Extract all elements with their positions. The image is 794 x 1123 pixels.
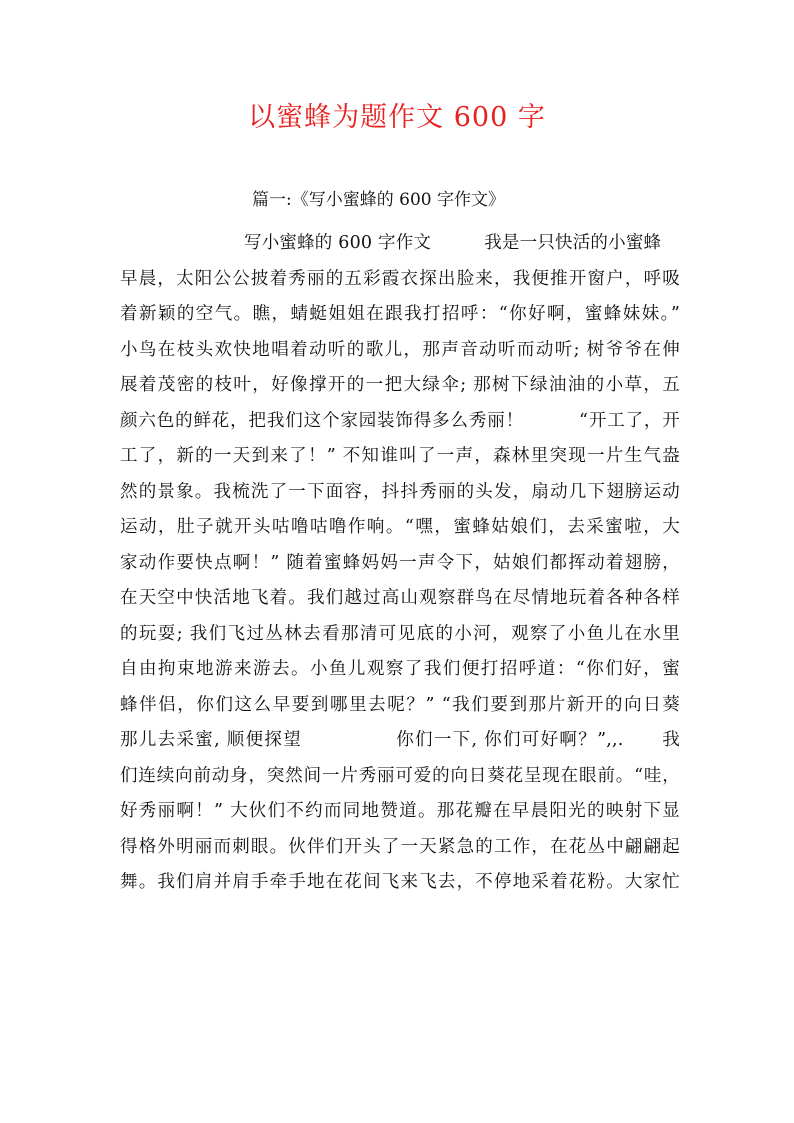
text-line: 早晨，太阳公公披着秀丽的五彩霞衣探出脸来，我便推开窗户，呼吸 [120, 268, 680, 289]
text-line: 颜六色的鲜花，把我们这个家园装饰得多么秀丽！ “开工了，开 [120, 410, 680, 431]
text-line: 运动，肚子就开头咕噜咕噜作响。“嘿，蜜蜂姑娘们，去采蜜啦，大 [120, 517, 680, 537]
text-line: 在天空中快活地飞着。我们越过高山观察群鸟在尽情地玩着各种各样 [120, 588, 680, 608]
text-line: 的玩耍; 我们飞过丛林去看那清可见底的小河，观察了小鱼儿在水里 [120, 623, 680, 644]
text-line: 展着茂密的枝叶，好像撑开的一把大绿伞; 那树下绿油油的小草，五 [120, 375, 680, 395]
document-subtitle: 篇一:《写小蜜蜂的 600 字作文》 [252, 190, 505, 210]
document-title: 以蜜蜂为题作文 600 字 [248, 102, 546, 133]
text-line: 那儿去采蜜, 顺便探望 你们一下, 你们可好啊？”,,. 我 [120, 730, 680, 750]
text-line: 然的景象。我梳洗了一下面容，抖抖秀丽的头发，扇动几下翅膀运动 [120, 481, 680, 502]
essay-body [120, 226, 680, 901]
text-line: 写小蜜蜂的 600 字作文 我是一只快活的小蜜蜂 [244, 233, 662, 253]
text-line: 着新颖的空气。瞧，蜻蜓姐姐在跟我打招呼：“你好啊，蜜蜂妹妹。” [120, 304, 680, 324]
text-line: 小鸟在枝头欢快地唱着动听的歌儿，那声音动听而动听; 树爷爷在伸 [120, 339, 680, 360]
text-line: 自由拘束地游来游去。小鱼儿观察了我们便打招呼道：“你们好，蜜 [120, 659, 680, 679]
text-line: 家动作要快点啊！” 随着蜜蜂妈妈一声令下，姑娘们都挥动着翅膀， [120, 552, 680, 573]
text-line: 舞。我们肩并肩手牵手地在花间飞来飞去，不停地采着花粉。大家忙 [120, 872, 680, 892]
text-line: 蜂伴侣，你们这么早要到哪里去呢？” “我们要到那片新开的向日葵 [120, 694, 680, 715]
text-line: 们连续向前动身，突然间一片秀丽可爱的向日葵花呈现在眼前。“哇， [120, 765, 680, 786]
text-line: 好秀丽啊！” 大伙们不约而同地赞道。那花瓣在早晨阳光的映射下显 [120, 801, 680, 821]
text-line: 得格外明丽而刺眼。伙伴们开头了一天紧急的工作，在花丛中翩翩起 [120, 836, 680, 857]
text-line: 工了，新的一天到来了！” 不知谁叫了一声，森林里突现一片生气盎 [120, 446, 680, 466]
